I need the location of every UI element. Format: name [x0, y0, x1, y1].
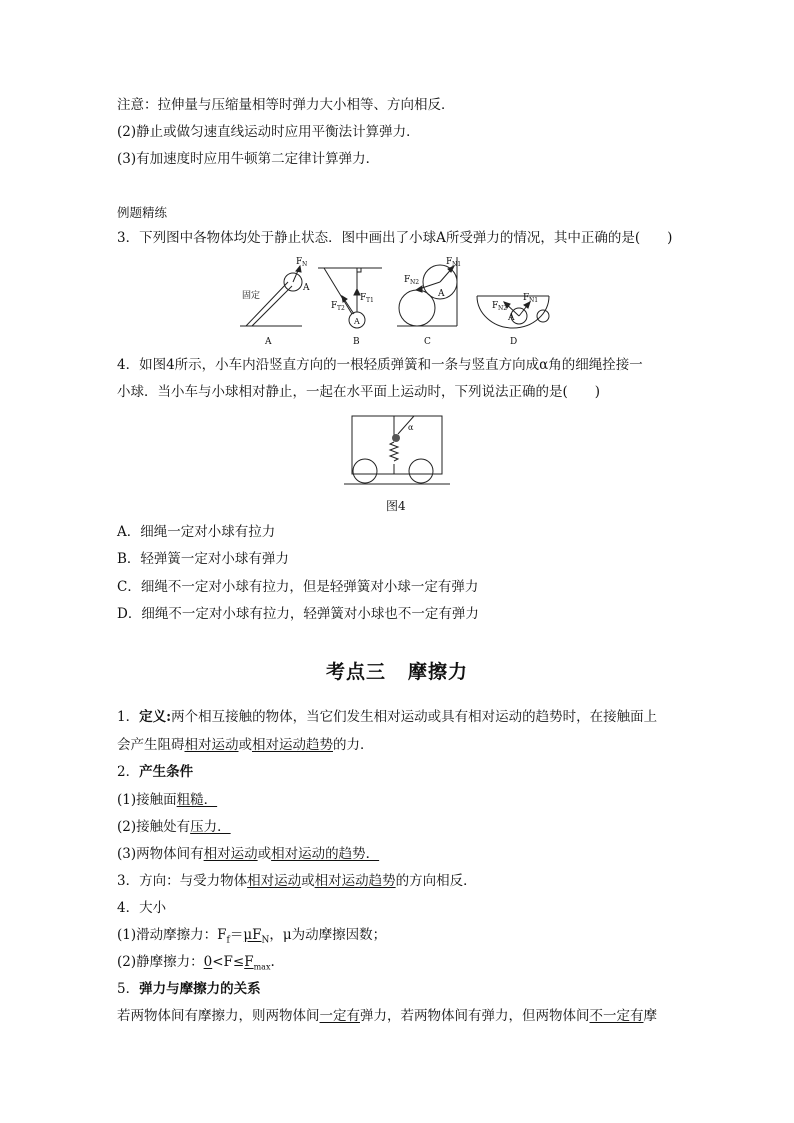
text-segment: ，μ为动摩擦因数；	[269, 927, 387, 943]
text-segment: 或	[238, 737, 252, 753]
subscript: max	[253, 962, 271, 972]
underlined-term: 相对运动	[184, 737, 239, 753]
label-b: B	[353, 337, 360, 347]
label-fn: F	[296, 257, 303, 267]
label-a: A	[265, 337, 272, 347]
condition-3	[117, 845, 379, 863]
label-ft2: F	[331, 301, 338, 311]
label-ft1: F	[360, 293, 367, 303]
option-d: D．细绳不一定对小球有拉力，轻弹簧对小球也不一定有弹力	[117, 606, 479, 622]
underlined-term: F	[244, 954, 254, 970]
label-ball-a: A	[303, 283, 310, 293]
text-segment: (2)静摩擦力：	[117, 954, 204, 970]
heading-text: 产生条件	[139, 764, 194, 780]
label-fixed: 固定	[242, 291, 261, 301]
label-fn2-c: F	[404, 275, 411, 285]
text-segment: 的力．	[333, 737, 374, 753]
label-c: C	[424, 337, 431, 347]
option-b: B．轻弹簧一定对小球有弹力	[117, 551, 289, 567]
underlined-term: 压力．	[190, 819, 231, 835]
definition-number: 1．	[117, 709, 140, 725]
text-segment: 或	[301, 873, 315, 889]
underlined-term: 相对运动的趋势．	[271, 846, 380, 862]
size-heading: 4．大小	[117, 900, 167, 916]
relation-line	[117, 1007, 657, 1025]
label-fn2-d: F	[492, 301, 499, 311]
definition-label: 定义:	[139, 709, 172, 725]
label-ball-b: A	[354, 317, 360, 326]
label-fn1-c-sub: N1	[452, 261, 462, 268]
label-ft2-sub: T2	[337, 305, 345, 312]
underlined-term: 粗糙．	[176, 792, 218, 808]
text-segment: (2)接触处有	[117, 819, 191, 835]
definition-line-1	[117, 708, 657, 726]
text-segment: <F≤	[212, 954, 245, 970]
text-segment: (1)滑动摩擦力：F	[117, 927, 227, 943]
text-segment: 摩	[643, 1008, 657, 1024]
figure-4	[344, 412, 450, 488]
question-4-line-1: 4．如图4所示，小车内沿竖直方向的一根轻质弹簧和一条与竖直方向成α角的细绳拴接一	[117, 357, 643, 373]
underlined-term: 0	[203, 954, 213, 970]
text-segment: 3．方向：与受力物体	[117, 873, 248, 889]
text-segment: 的方向相反．	[395, 873, 477, 889]
section-title	[0, 657, 794, 684]
label-ft1-sub: T1	[366, 297, 374, 304]
text-segment: 或	[257, 846, 272, 862]
text-segment: 会产生阻碍	[117, 737, 185, 753]
underlined-term: μF	[243, 927, 262, 943]
alpha-label: α	[408, 423, 414, 432]
underlined-term: 相对运动	[203, 846, 258, 862]
heading-number: 5．	[117, 981, 140, 997]
label-ball-d: A	[508, 313, 515, 323]
direction-line	[117, 872, 477, 890]
underlined-term: 相对运动趋势	[252, 737, 333, 753]
definition-text: 两个相互接触的物体，当它们发生相对运动或具有相对运动的趋势时，在接触面上	[171, 709, 658, 725]
relation-heading	[117, 980, 261, 998]
definition-line-2	[117, 736, 374, 754]
q3-figure	[232, 252, 562, 350]
example-heading: 例题精练	[117, 205, 168, 220]
conditions-heading	[117, 763, 193, 781]
label-d: D	[510, 337, 518, 347]
size-static	[117, 953, 275, 977]
label-fn2-c-sub: N2	[410, 279, 420, 286]
figure-4-caption: 图4	[386, 499, 406, 513]
text-segment: 弹力，若两物体间有弹力，但两物体间	[360, 1008, 590, 1024]
question-4-line-2: 小球．当小车与小球相对静止，一起在水平面上运动时，下列说法正确的是( )	[117, 384, 601, 400]
text-segment: (3)两物体间有	[117, 846, 204, 862]
underlined-term: 相对运动趋势	[314, 873, 396, 889]
label-fn2-d-sub: N2	[498, 305, 508, 312]
condition-2	[117, 818, 231, 836]
label-fn1-c: F	[446, 257, 453, 267]
size-kinetic	[117, 926, 386, 950]
label-fn1-d-sub: N1	[529, 297, 539, 304]
heading-number: 2．	[117, 764, 140, 780]
heading-text: 弹力与摩擦力的关系	[139, 981, 261, 997]
label-fn-sub: N	[302, 261, 308, 268]
label-fn1-d: F	[523, 293, 530, 303]
option-a: A．细绳一定对小球有拉力	[117, 524, 276, 540]
text-segment: ＝	[229, 927, 244, 943]
underlined-term: 一定有	[319, 1008, 360, 1024]
underlined-term: 相对运动	[247, 873, 302, 889]
note-line-2: (2)静止或做匀速直线运动时应用平衡法计算弹力．	[117, 124, 420, 140]
subscript: N	[261, 935, 270, 946]
section-title-number: 考点三	[325, 661, 386, 683]
question-3: 3．下列图中各物体均处于静止状态．图中画出了小球A所受弹力的情况，其中正确的是( )	[117, 230, 673, 246]
underlined-term: 不一定有	[589, 1008, 644, 1024]
note-line-1: 注意：拉伸量与压缩量相等时弹力大小相等、方向相反．	[117, 97, 455, 113]
text-segment: 若两物体间有摩擦力，则两物体间	[117, 1008, 320, 1024]
text-segment: .	[270, 954, 275, 970]
note-line-3: (3)有加速度时应用牛顿第二定律计算弹力．	[117, 151, 380, 167]
condition-1	[117, 791, 217, 809]
subscript: f	[226, 935, 230, 946]
section-title-text: 摩擦力	[408, 661, 469, 683]
text-segment: (1)接触面	[117, 792, 177, 808]
option-c: C．细绳不一定对小球有拉力，但是轻弹簧对小球一定有弹力	[117, 579, 479, 595]
label-ball-c: A	[438, 289, 445, 299]
